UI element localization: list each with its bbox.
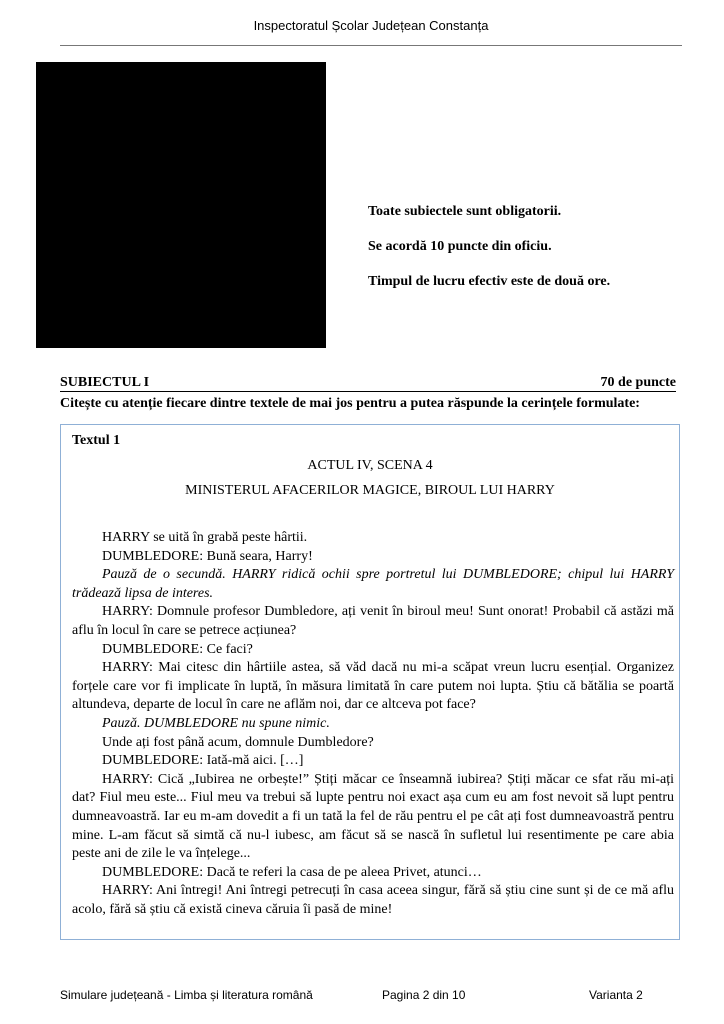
text-line: DUMBLEDORE: Dacă te referi la casa de pe aleea Privet, atunci… bbox=[102, 864, 482, 880]
redacted-block bbox=[36, 62, 326, 348]
scene-place: MINISTERUL AFACERILOR MAGICE, BIROUL LUI HARRY bbox=[185, 483, 555, 498]
text1-box bbox=[60, 424, 680, 940]
text-line: HARRY: Domnule profesor Dumbledore, ați venit în biroul meu! Sunt onorat! Probabil că astăzi mă aflu în locul în care se petrece acțiunea? bbox=[72, 604, 674, 638]
instruction-text: Citește cu atenție fiecare dintre textele de mai jos pentru a putea răspunde la cerințele formulate: bbox=[60, 396, 640, 411]
note-mandatory: Toate subiectele sunt obligatorii. bbox=[368, 204, 562, 219]
subject-points: 70 de puncte bbox=[600, 375, 676, 390]
text1-label: Textul 1 bbox=[72, 433, 121, 448]
header-divider bbox=[60, 45, 682, 46]
text1-body bbox=[72, 529, 674, 919]
subject-title: SUBIECTUL I bbox=[60, 375, 150, 390]
text-line: HARRY: Ani întregi! Ani întregi petrecuți în casa aceea singur, fără să știu cine sunt și de ce mă aflu acolo, fără să știu că există cineva căruia îi pasă de mine! bbox=[72, 883, 674, 917]
footer-variant: Varianta 2 bbox=[589, 988, 643, 1002]
text-line: HARRY: Cică „Iubirea ne orbește!” Știți măcar ce înseamnă iubirea? Știți măcar ce sfat rău mi-ați dat? Fiul meu este... Fiul meu va trebui să lupte pentru noi exact așa cum eu am fost nevoit să lupt pentru dumneavoastră. Iar eu m-am dovedit a fi un tată la fel de rău pentru el pe cât ați fost dumneavoastră pentru mine. L-am făcut să simtă că nu-l iubesc, am făcut să se nască în sufletul lui resentimente pe care abia peste ani de zile le va înțelege... bbox=[72, 771, 674, 862]
text-line: DUMBLEDORE: Iată-mă aici. […] bbox=[102, 753, 304, 769]
text-line: HARRY se uită în grabă peste hârtii. bbox=[102, 530, 308, 545]
stage-direction: Pauză de o secundă. HARRY ridică ochii spre portretul lui DUMBLEDORE; chipul lui HARRY trădează lipsa de interes. bbox=[72, 567, 674, 601]
note-time: Timpul de lucru efectiv este de două ore. bbox=[368, 274, 611, 289]
exam-notes bbox=[368, 204, 610, 309]
page-header: Inspectoratul Școlar Județean Constanța bbox=[253, 18, 489, 33]
act-heading: ACTUL IV, SCENA 4 bbox=[307, 458, 433, 473]
text-line: DUMBLEDORE: Bună seara, Harry! bbox=[102, 548, 313, 564]
note-points: Se acordă 10 puncte din oficiu. bbox=[368, 239, 552, 254]
subject-heading bbox=[60, 375, 676, 392]
text-line: Unde ați fost până acum, domnule Dumbledore? bbox=[102, 734, 374, 750]
text-line: DUMBLEDORE: Ce faci? bbox=[102, 641, 253, 657]
footer-page-number: Pagina 2 din 10 bbox=[382, 988, 466, 1002]
text-line: HARRY: Mai citesc din hârtiile astea, să văd dacă nu mi-a scăpat vreun lucru esențial. Organizez forțele care vor fi implicate în luptă, în măsura limitată în care putem noi lupta. Știu că bătălia se poartă altundeva, departe de locul în care ne aflăm noi, dar ce altceva pot face? bbox=[72, 660, 674, 713]
footer-left: Simulare județeană - Limba și literatura română bbox=[60, 988, 313, 1002]
stage-direction: Pauză. DUMBLEDORE nu spune nimic. bbox=[102, 715, 330, 731]
